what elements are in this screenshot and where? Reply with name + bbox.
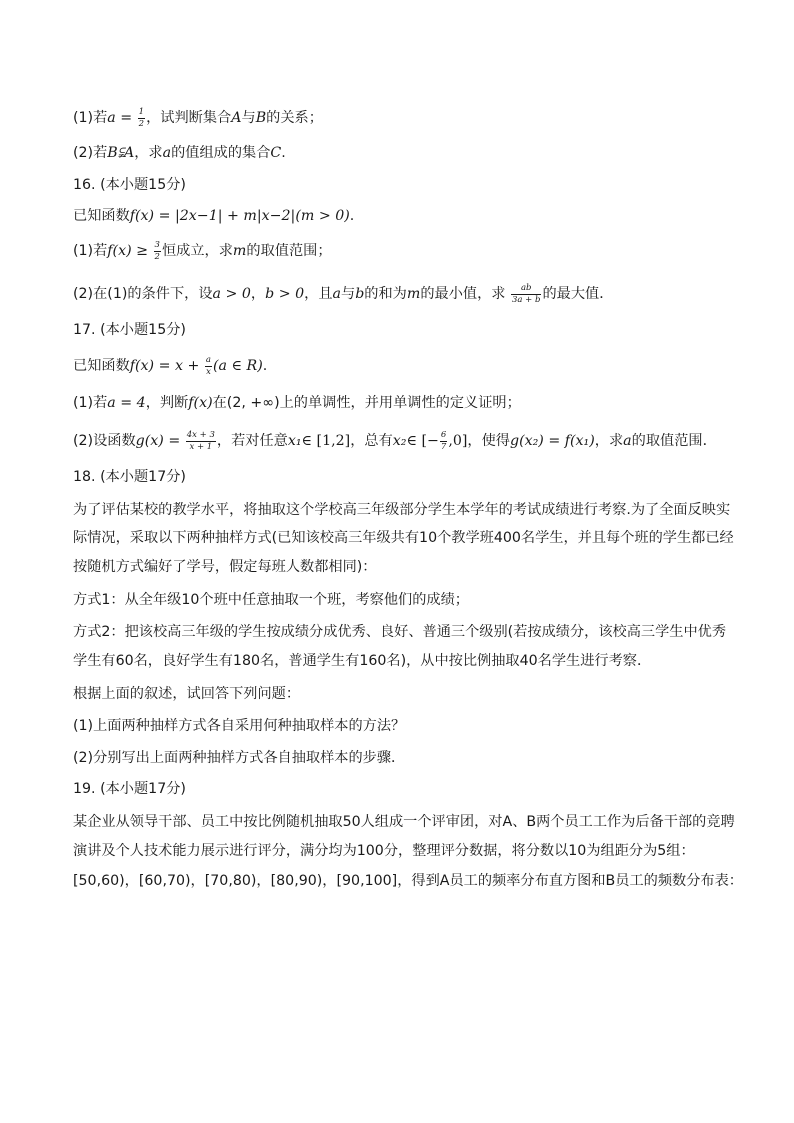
q15-part2 xyxy=(73,143,286,163)
text: ， xyxy=(250,286,266,302)
math: C xyxy=(270,145,282,161)
denominator: 2 xyxy=(138,118,145,129)
text: 与 xyxy=(241,110,256,126)
math: b > 0 xyxy=(265,286,305,302)
q16-part2 xyxy=(73,284,613,304)
text: (2)设函数 xyxy=(73,433,136,449)
q15-part1 xyxy=(73,108,323,128)
math: a xyxy=(623,433,632,449)
q17-stem xyxy=(73,356,267,376)
q18-method1: 方式1：从全年级10个班中任意抽取一个班，考察他们的成绩； xyxy=(73,592,469,608)
q19-heading: 19. (本小题17分) xyxy=(73,781,186,797)
fraction-one-half xyxy=(138,108,145,128)
numerator: a xyxy=(205,355,211,365)
q18-paragraph-line: 为了评估某校的教学水平，将抽取这个学校高三年级部分学生本学年的考试成绩进行考察.为了全面反映实 xyxy=(73,502,731,518)
q16-stem xyxy=(73,206,354,226)
math: g(x) = xyxy=(135,433,181,449)
q19-paragraph-line: 演讲及个人技术能力展示进行评分，满分均为100分，整理评分数据，将分数以10为组距分为5组： xyxy=(73,843,695,859)
numerator: 6 xyxy=(440,430,447,440)
math: f(x) = |2x−1| + m|x−2|(m > 0) xyxy=(129,208,350,224)
q18-paragraph-line: 际情况，采取以下两种抽样方式(已知该校高三年级共有10个教学班400名学生，并且每个班的学生都已经 xyxy=(73,530,734,546)
text: 的取值范围； xyxy=(246,243,332,259)
text: ，求 xyxy=(134,145,163,161)
math: (a ∈ R) xyxy=(213,358,263,374)
text: 的值组成的集合 xyxy=(171,145,271,161)
text: ，求 xyxy=(594,433,624,449)
text: 恒成立，求 xyxy=(161,243,233,259)
q18-instruction: 根据上面的叙述，试回答下列问题： xyxy=(73,686,301,702)
math: a = 4 xyxy=(107,395,146,411)
fraction-g xyxy=(186,431,216,451)
q17-heading: 17. (本小题15分) xyxy=(73,322,186,338)
math: m xyxy=(232,243,247,259)
q18-method2: 方式2：把该校高三年级的学生按成绩分成优秀、良好、普通三个级别(若按成绩分，该校高三学生中优秀 xyxy=(73,624,727,640)
math: b xyxy=(355,286,365,302)
math: B xyxy=(255,110,267,126)
q18-part1: (1)上面两种抽样方式各自采用何种抽取样本的方法？ xyxy=(73,718,406,734)
math: f(x) ≥ xyxy=(107,243,149,259)
text: 已知函数 xyxy=(73,358,130,374)
math: a xyxy=(162,145,172,161)
denominator: 7 xyxy=(440,441,447,452)
q16-heading: 16. (本小题15分) xyxy=(73,177,186,193)
text: ，总有 xyxy=(350,433,393,449)
math: f(x) xyxy=(188,395,213,411)
text: 已知函数 xyxy=(73,208,130,224)
math: a = xyxy=(107,110,133,126)
text: ，且 xyxy=(304,286,333,302)
text: ，使得 xyxy=(467,433,510,449)
q16-part1 xyxy=(73,241,332,261)
text: (2)在(1)的条件下，设 xyxy=(73,286,213,302)
math: x₁ xyxy=(287,433,302,449)
math: a > 0 xyxy=(212,286,251,302)
fraction-six-sevenths xyxy=(440,431,447,451)
text: ，试判断集合 xyxy=(146,110,232,126)
q18-heading: 18. (本小题17分) xyxy=(73,469,186,485)
denominator: x xyxy=(206,366,211,377)
q18-method2-cont: 学生有60名，良好学生有180名，普通学生有160名)，从中按比例抽取40名学生进行考察． xyxy=(73,653,652,669)
q19-paragraph-line: [50,60)，[60,70)，[70,80)，[80,90)，[90,100]，得到A员工的频率分布直方图和B员工的频数分布表： xyxy=(73,873,743,889)
text: 在(2, +∞)上的单调性，并用单调性的定义证明； xyxy=(212,395,521,411)
text: . xyxy=(281,145,286,161)
text: (1)若 xyxy=(73,395,108,411)
text: 与 xyxy=(341,286,356,302)
math: x₂ xyxy=(392,433,407,449)
text: (1)若 xyxy=(73,110,108,126)
q18-part2: (2)分别写出上面两种抽样方式各自抽取样本的步骤． xyxy=(73,750,406,766)
fraction-three-halves xyxy=(154,241,161,261)
math: ∈ [1,2] xyxy=(301,433,351,449)
text: 的取值范围． xyxy=(631,433,717,449)
math: B⫋A xyxy=(107,145,135,161)
text: 的最大值． xyxy=(542,286,614,302)
fraction-a-over-x xyxy=(205,356,212,376)
denominator: x + 1 xyxy=(189,441,213,452)
q18-paragraph-line: 按随机方式编好了学号，假定每班人数都相同)： xyxy=(73,559,377,575)
denominator: 2 xyxy=(154,251,160,262)
text: 的最小值，求 xyxy=(420,286,506,302)
numerator: 4x + 3 xyxy=(186,430,215,440)
math: a xyxy=(332,286,341,302)
math: ∈ [− xyxy=(406,433,439,449)
math: ,0] xyxy=(448,433,468,449)
text: ，判断 xyxy=(145,395,189,411)
q17-part1 xyxy=(73,393,521,413)
text: . xyxy=(262,358,268,374)
denominator: 3a + b xyxy=(512,294,541,305)
math: g(x₂) = f(x₁) xyxy=(510,433,595,449)
text: (1)若 xyxy=(73,243,108,259)
math: m xyxy=(406,286,421,302)
q17-part2 xyxy=(73,431,717,451)
numerator: 3 xyxy=(154,240,160,250)
text: . xyxy=(349,208,355,224)
text: 的和为 xyxy=(364,286,407,302)
q19-paragraph-line: 某企业从领导干部、员工中按比例随机抽取50人组成一个评审团，对A、B两个员工工作为后备干部的竞聘 xyxy=(73,814,735,830)
numerator: 1 xyxy=(138,107,145,117)
text: ，若对任意 xyxy=(216,433,288,449)
fraction-ab-over-3a-plus-b xyxy=(511,284,541,304)
math: f(x) = x + xyxy=(129,358,200,374)
numerator: ab xyxy=(511,284,541,295)
text: (2)若 xyxy=(73,145,108,161)
text: 的关系； xyxy=(266,110,323,126)
math: A xyxy=(231,110,242,126)
